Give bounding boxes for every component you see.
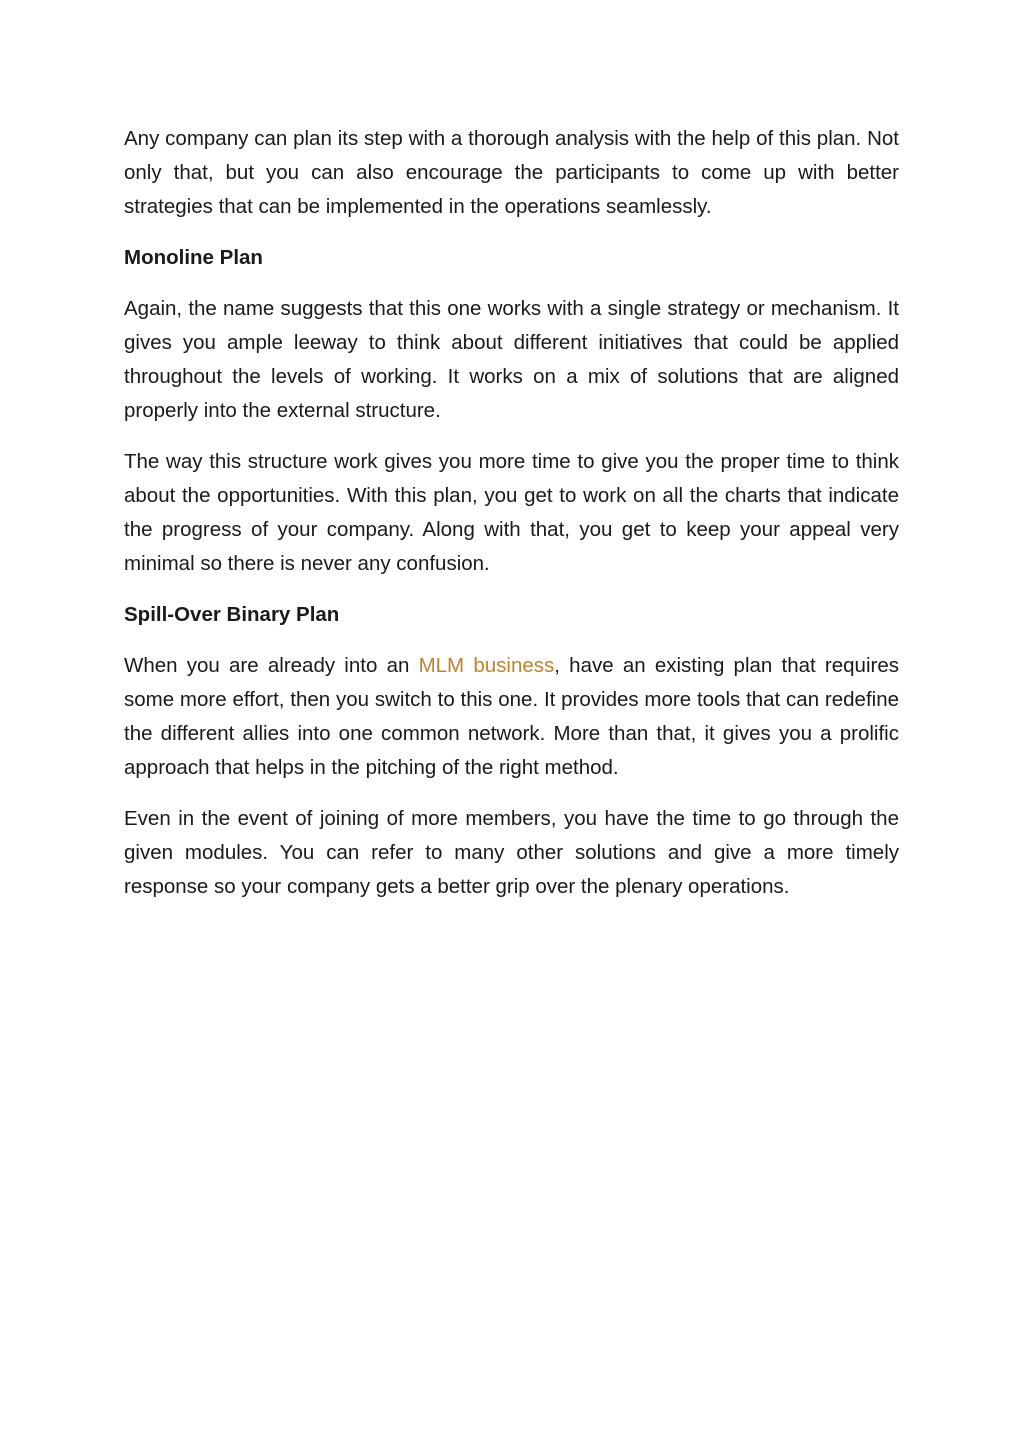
paragraph-intro: Any company can plan its step with a thorough analysis with the help of this plan. Not only that, but you can also encourage the participants to come up with better strategies that can be implemented in the operations seamlessly. bbox=[124, 127, 899, 218]
paragraph-text-after-link: , have an existing plan that requires some more effort, then you switch to this one. It provides more tools that can redefine the different allies into one common network. More than that, it gives you a prolific approach that helps in the pitching of the right method. bbox=[124, 654, 899, 779]
paragraph-monoline-2: The way this structure work gives you more time to give you the proper time to think about the opportunities. With this plan, you get to work on all the charts that indicate the progress of your company. Along with that, you get to keep your appeal very minimal so there is never any confusion. bbox=[124, 450, 899, 575]
document-page bbox=[124, 122, 899, 921]
mlm-business-link[interactable]: MLM business bbox=[418, 654, 555, 677]
heading-monoline-plan: Monoline Plan bbox=[124, 246, 263, 269]
paragraph-spill-over-1 bbox=[124, 649, 899, 785]
paragraph-monoline-1: Again, the name suggests that this one works with a single strategy or mechanism. It gives you ample leeway to think about different initiatives that could be applied throughout the levels of working. It works on a mix of solutions that are aligned properly into the external structure. bbox=[124, 297, 899, 422]
paragraph-spill-over-2: Even in the event of joining of more members, you have the time to go through the given modules. You can refer to many other solutions and give a more timely response so your company gets a better grip over the plenary operations. bbox=[124, 807, 899, 898]
paragraph-text-before-link: When you are already into an bbox=[124, 654, 419, 677]
heading-spill-over-binary-plan: Spill-Over Binary Plan bbox=[124, 603, 340, 626]
